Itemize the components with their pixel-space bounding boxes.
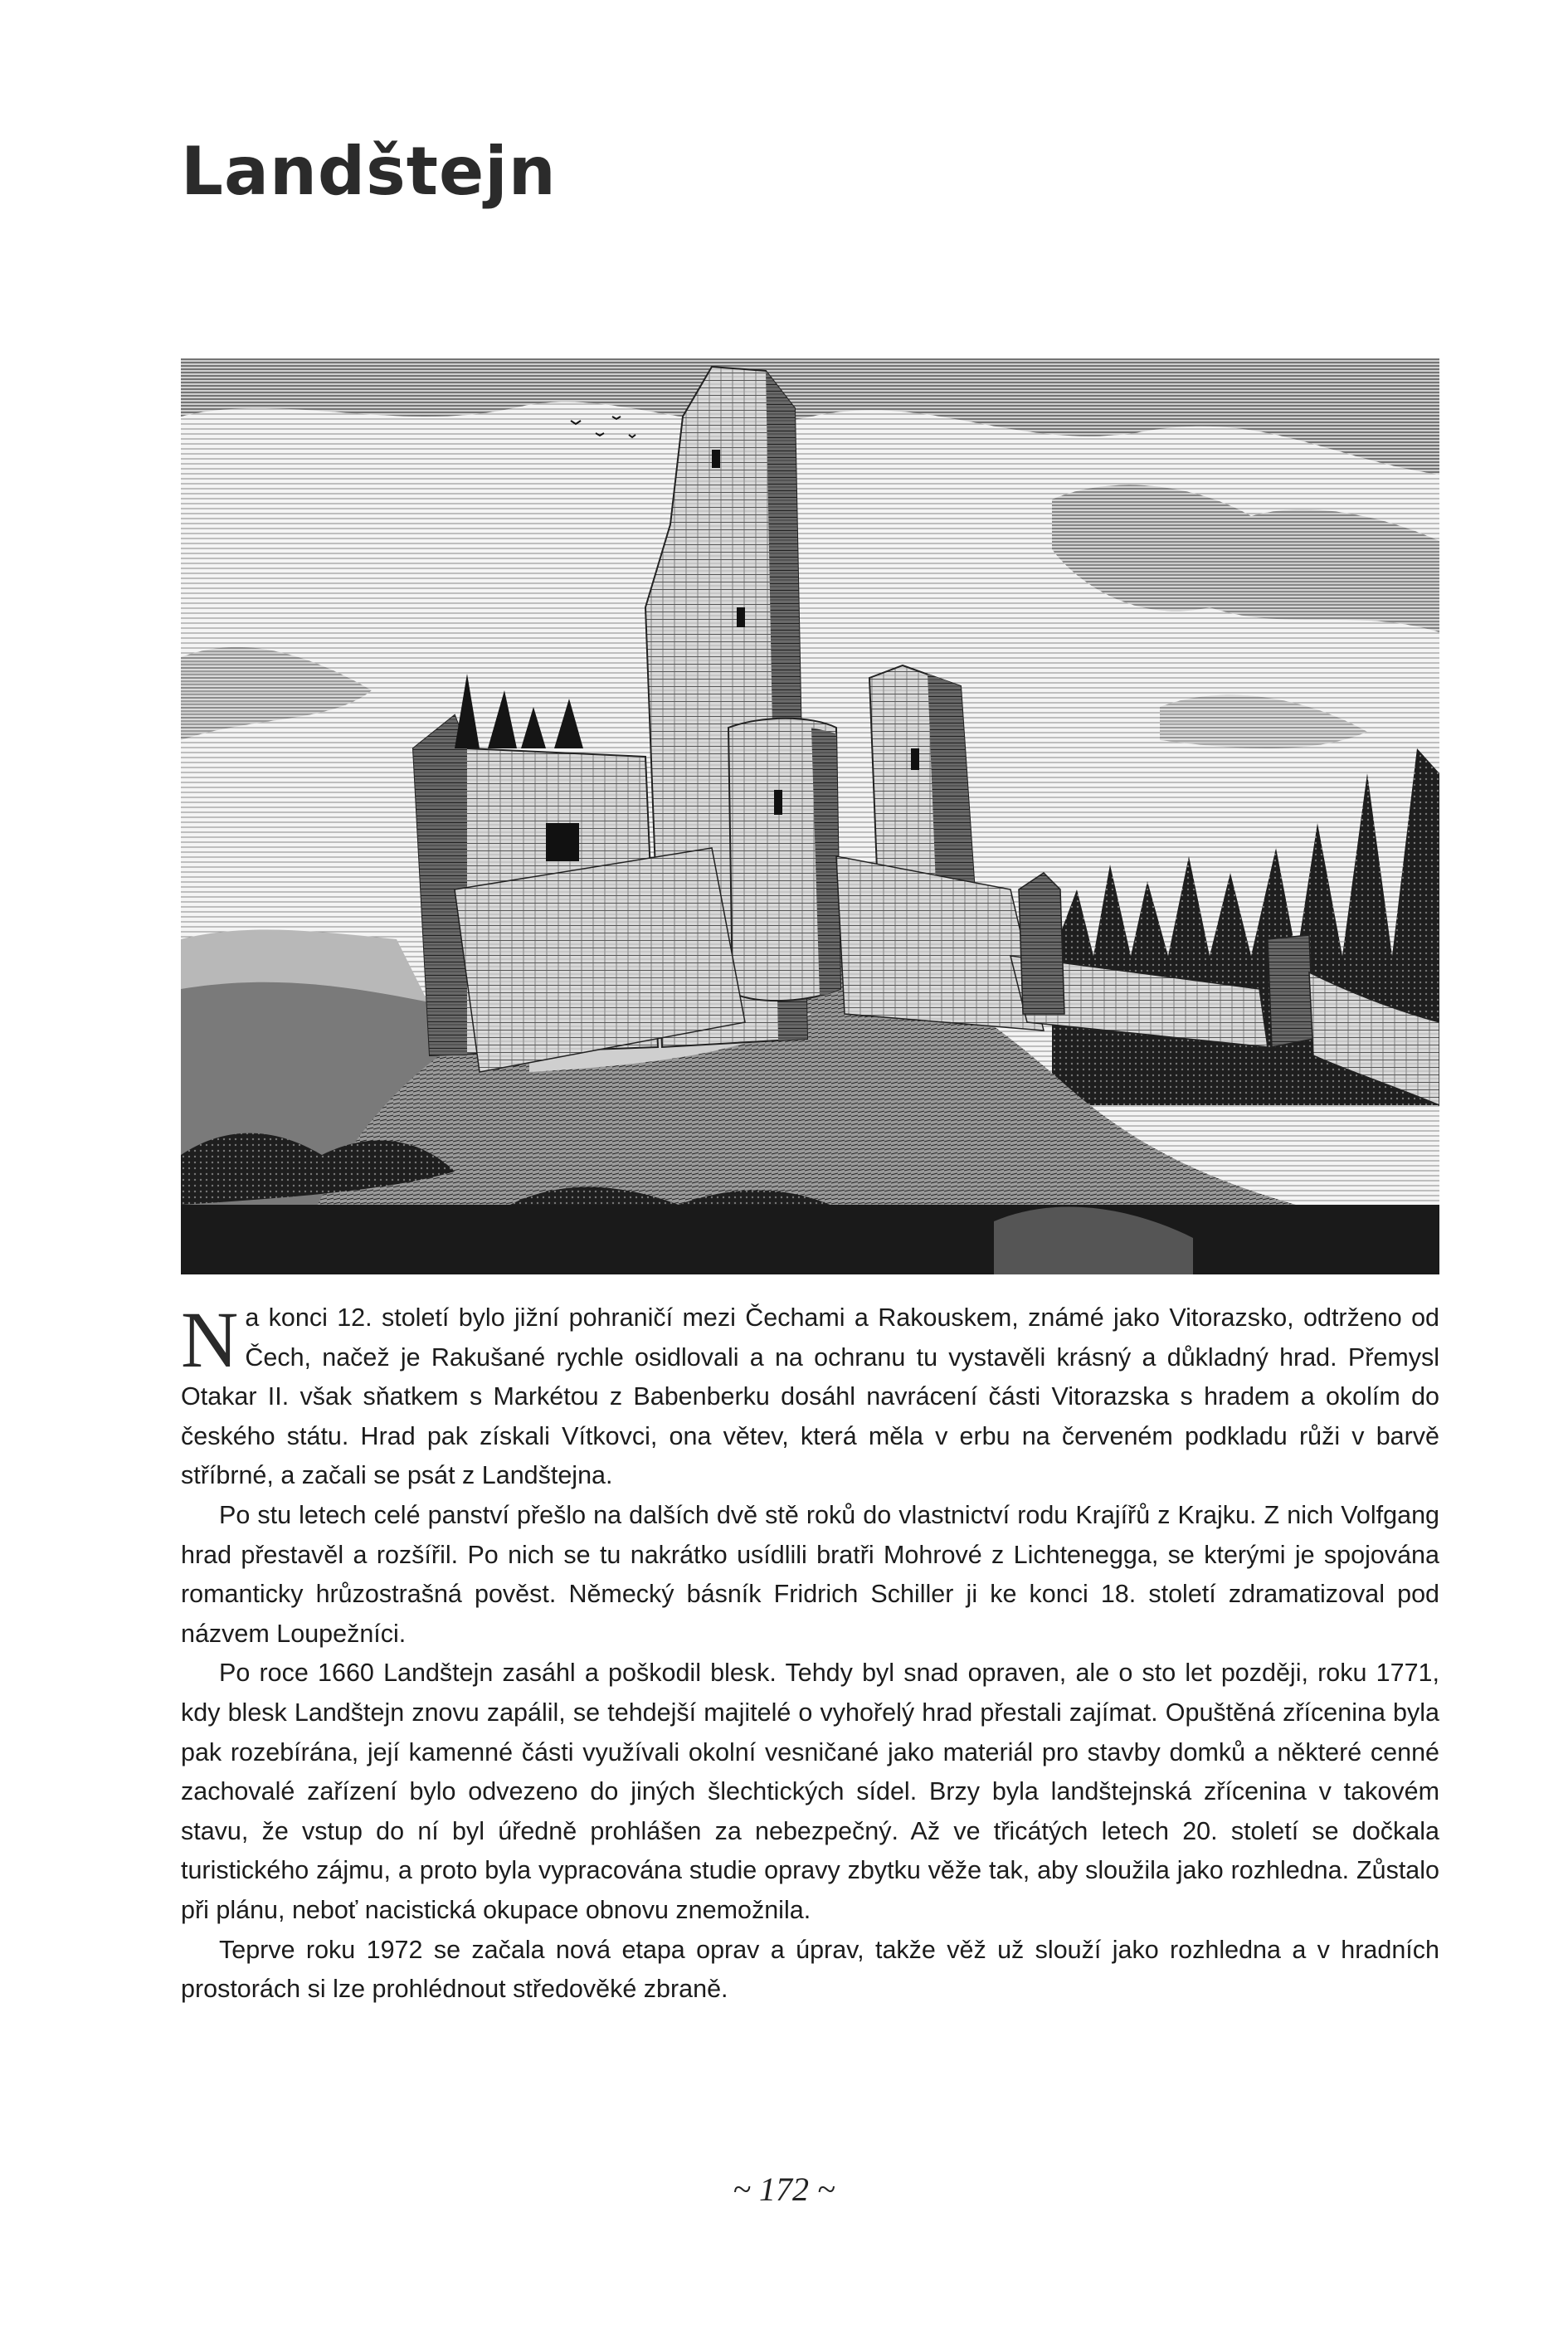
drop-cap: N	[181, 1295, 239, 1384]
article-paragraph-4: Teprve roku 1972 se začala nová etapa oprav a úprav, takže věž už slouží jako rozhledna a v hradních prostorách si lze prohlédnout středověké zbraně.	[181, 1935, 1439, 2004]
page-number: ~ 172 ~	[733, 2171, 835, 2208]
article-paragraph-2: Po stu letech celé panství přešlo na dalších dvě stě roků do vlastnictví rodu Krajířů z Krajku. Z nich Volfgang hrad přestavěl a rozšířil. Po nich se tu nakrátko usídlili bratři Mohrové z Lichtenegga, se kterými je spojována romanticky hrůzostrašná pověst. Německý básník Fridrich Schiller ji ke konci 18. století zdramatizoval pod názvem Loupežníci.	[181, 1500, 1439, 1648]
page-title: Landštejn	[181, 133, 557, 210]
castle-engraving-illustration	[181, 358, 1439, 1274]
article-paragraph-1	[181, 1295, 1439, 1496]
paragraph-text: a konci 12. století bylo jižní pohraničí mezi Čechami a Rakouskem, známé jako Vitorazsko, odtrženo od Čech, načež je Rakušané rychle osidlovali a na ochranu tu vystavěli krásný a důkladný hrad. Přemysl Otakar II. však sňatkem s Markétou z Babenberku dosáhl navrácení části Vitorazska s hradem a okolím do českého státu. Hrad pak získali Vítkovci, ona větev, která měla v erbu na červeném podkladu růži v barvě stříbrné, a začali se psát z Landštejna.	[181, 1303, 1439, 1490]
article-paragraph-3: Po roce 1660 Landštejn zasáhl a poškodil blesk. Tehdy byl snad opraven, ale o sto let později, roku 1771, kdy blesk Landštejn znovu zapálil, se tehdejší majitelé o vyhořelý hrad přestali zajímat. Opuštěná zřícenina byla pak rozebírána, její kamenné části využívali okolní vesničané jako materiál pro stavby domků a některé cenné zachovalé zařízení bylo odvezeno do jiných šlechtických sídel. Brzy byla landštejnská zřícenina v takovém stavu, že vstup do ní byl úředně prohlášen za nebezpečný. Až ve třicátých letech 20. století se dočkala turistického zájmu, a proto byla vypracována studie opravy zbytku věže tak, aby sloužila jako rozhledna. Zůstalo při plánu, neboť nacistická okupace obnovu znemožnila.	[181, 1659, 1439, 1924]
article-body	[181, 1295, 1439, 2010]
